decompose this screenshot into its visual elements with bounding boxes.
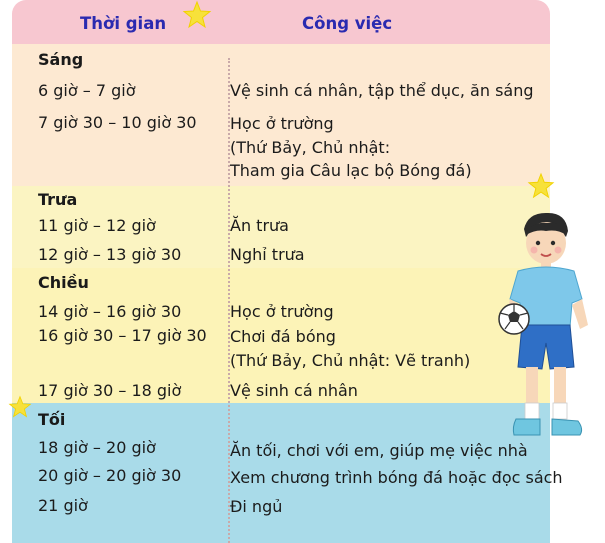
activity-cell: Vệ sinh cá nhân	[230, 381, 358, 400]
activity-cell: Xem chương trình bóng đá hoặc đọc sách	[230, 468, 563, 487]
time-cell: 7 giờ 30 – 10 giờ 30	[38, 113, 197, 132]
header-time: Thời gian	[80, 14, 167, 33]
time-cell: 12 giờ – 13 giờ 30	[38, 245, 182, 264]
time-cell: 11 giờ – 12 giờ	[38, 216, 156, 235]
boy-with-soccer-ball-illustration	[498, 207, 590, 452]
section-noon: Trưa	[38, 190, 78, 209]
time-cell: 21 giờ	[38, 496, 88, 515]
time-cell: 16 giờ 30 – 17 giờ 30	[38, 326, 207, 345]
time-cell: 6 giờ – 7 giờ	[38, 81, 136, 100]
activity-cell: Học ở trường	[230, 302, 334, 321]
activity-cell: Học ở trường (Thứ Bảy, Chủ nhật: Tham gia Câu lạc bộ Bóng đá)	[230, 114, 472, 180]
time-cell: 18 giờ – 20 giờ	[38, 438, 156, 457]
header-task: Công việc	[302, 14, 393, 33]
section-evening: Tối	[38, 410, 66, 429]
star-icon	[182, 0, 212, 30]
activity-cell: Ăn tối, chơi với em, giúp mẹ việc nhà	[230, 441, 528, 460]
time-cell: 20 giờ – 20 giờ 30	[38, 466, 182, 485]
time-cell: 14 giờ – 16 giờ 30	[38, 302, 182, 321]
section-morning: Sáng	[38, 50, 84, 69]
star-icon	[527, 172, 555, 200]
section-afternoon: Chiều	[38, 273, 89, 292]
activity-cell: Nghỉ trưa	[230, 245, 305, 264]
activity-cell: Ăn trưa	[230, 216, 289, 235]
activity-cell: Vệ sinh cá nhân, tập thể dục, ăn sáng	[230, 81, 534, 100]
activity-cell: Đi ngủ	[230, 497, 283, 516]
time-cell: 17 giờ 30 – 18 giờ	[38, 381, 182, 400]
star-icon	[8, 395, 32, 419]
activity-cell: Chơi đá bóng (Thứ Bảy, Chủ nhật: Vẽ tranh)	[230, 327, 471, 370]
